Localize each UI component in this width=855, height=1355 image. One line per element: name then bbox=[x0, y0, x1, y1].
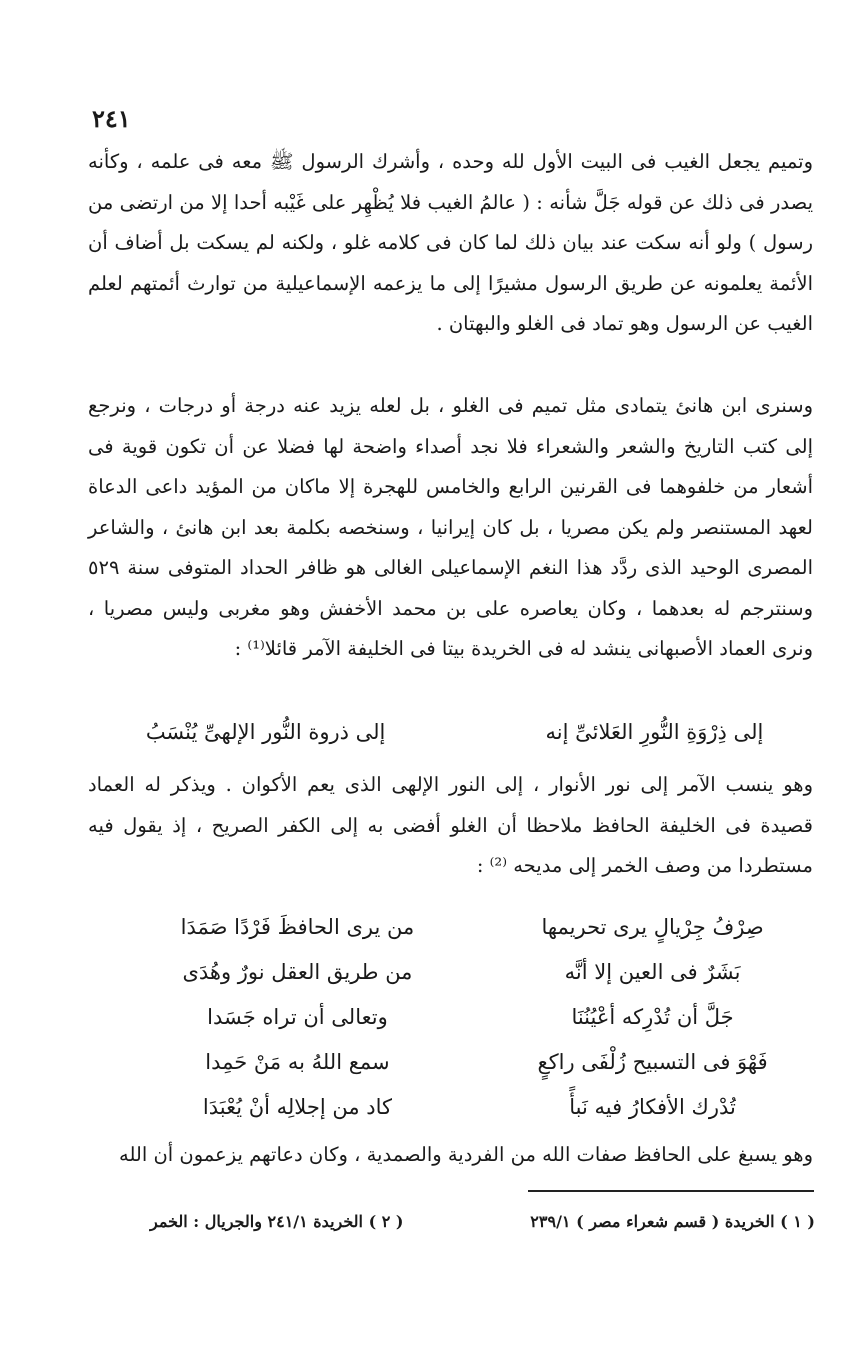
footnote-divider bbox=[528, 1190, 814, 1192]
poem-second-hemistich: وتعالى أن تراه جَسَدا bbox=[207, 1005, 388, 1029]
footnote-2: ( ٢ ) الخريدة ٢٤١/١ والجريال : الخمر bbox=[150, 1212, 404, 1231]
poem-line bbox=[140, 1085, 810, 1130]
verse-line bbox=[100, 712, 820, 752]
paragraph-3: وهو ينسب الآمر إلى نور الأنوار ، إلى النور الإلهى الذى يعم الأكوان . ويذكر له العماد قصيدة فى الخليفة الحافظ ملاحظا أن الغلو أفضى به إلى الكفر الصريح ، إذ يقول فيه مستطردا من وصف الخمر إلى مديحه ⁽²⁾ : bbox=[88, 773, 813, 877]
poem-second-hemistich: من طريق العقل نورٌ وهُدَى bbox=[182, 960, 413, 984]
poem-first-hemistich: تُدْرك الأفكارُ فيه نَبأً bbox=[569, 1095, 736, 1119]
poem-second-hemistich: من يرى الحافظَ فَرْدًا صَمَدَا bbox=[180, 915, 415, 939]
footnotes bbox=[150, 1208, 815, 1236]
page-number: ٢٤١ bbox=[92, 104, 131, 133]
paragraph-1: وتميم يجعل الغيب فى البيت الأول لله وحده ، وأشرك الرسول ﷺ معه فى علمه ، وكأنه يصدر فى ذلك عن قوله جَلَّ شأنه : ( عالمُ الغيب فلا يُظْهِر على غَيْبه أحدا إلا من ارتضى من رسول ) ولو أنه سكت عند بيان ذلك لما كان فى كلامه غلو ، ولكنه لم يسكت بل أضاف أن الأئمة يعلمونه عن طريق الرسول مشيرًا إلى ما يزعمه الإسماعيلية من توارث أئمتهم لعلم الغيب عن الرسول وهو تماد فى الغلو والبهتان . bbox=[88, 150, 813, 335]
poem-first-hemistich: بَشَرٌ فى العين إلا أنَّه bbox=[564, 960, 741, 984]
poem-line bbox=[140, 950, 810, 995]
poem-line bbox=[140, 905, 810, 950]
poem-first-hemistich: صِرْفُ جِرْيالٍ يرى تحريمها bbox=[541, 915, 764, 939]
paragraph-2: وسنرى ابن هانئ يتمادى مثل تميم فى الغلو ، بل لعله يزيد عنه درجة أو درجات ، ونرجع إلى كتب التاريخ والشعر والشعراء فلا نجد أصداء واضحة لها فضلا عن أن تكون قوية فى أشعار من خلفوهما فى القرنين الرابع والخامس للهجرة إلا ماكان من المؤيد داعى الدعاة لعهد المستنصر ولم يكن مصريا ، بل كان إيرانيا ، وسنخصه بكلمة بعد ابن هانئ ، والشاعر المصرى الوحيد الذى ردَّد هذا النغم الإسماعيلى الغالى هو ظافر الحداد المتوفى سنة ٥٢٩ وسنترجم له بعدهما ، وكان يعاصره على بن محمد الأخفش وهو مغربى وليس مصريا ، ونرى العماد الأصبهانى ينشد له فى الخريدة بيتا فى الخليفة الآمر قائلا⁽¹⁾ : bbox=[88, 394, 813, 660]
poem-line bbox=[140, 995, 810, 1040]
paragraph-4: وهو يسبغ على الحافظ صفات الله من الفردية والصمدية ، وكان دعاتهم يزعمون أن الله bbox=[118, 1143, 813, 1166]
footnote-1: ( ١ ) الخريدة ( قسم شعراء مصر ) ٢٣٩/١ bbox=[530, 1212, 815, 1231]
poem-line bbox=[140, 1040, 810, 1085]
poem-second-hemistich: سمع اللهُ به مَنْ حَمِدا bbox=[205, 1050, 390, 1074]
poem-first-hemistich: فَهْوَ فى التسبيح زُلْفَى راكعٍ bbox=[537, 1050, 768, 1074]
poem-second-hemistich: كاد من إجلالِه أنْ يُعْبَدَا bbox=[202, 1095, 392, 1119]
poem bbox=[140, 905, 810, 1130]
poem-first-hemistich: جَلَّ أن تُدْرِكه أعْيُنُنَا bbox=[571, 1005, 734, 1029]
verse-first-hemistich: إلى ذِرْوَةِ النُّورِ العَلائىِّ إنه bbox=[545, 720, 764, 744]
verse-second-hemistich: إلى ذروة النُّور الإلهىِّ يُنْسَبُ bbox=[145, 720, 386, 744]
